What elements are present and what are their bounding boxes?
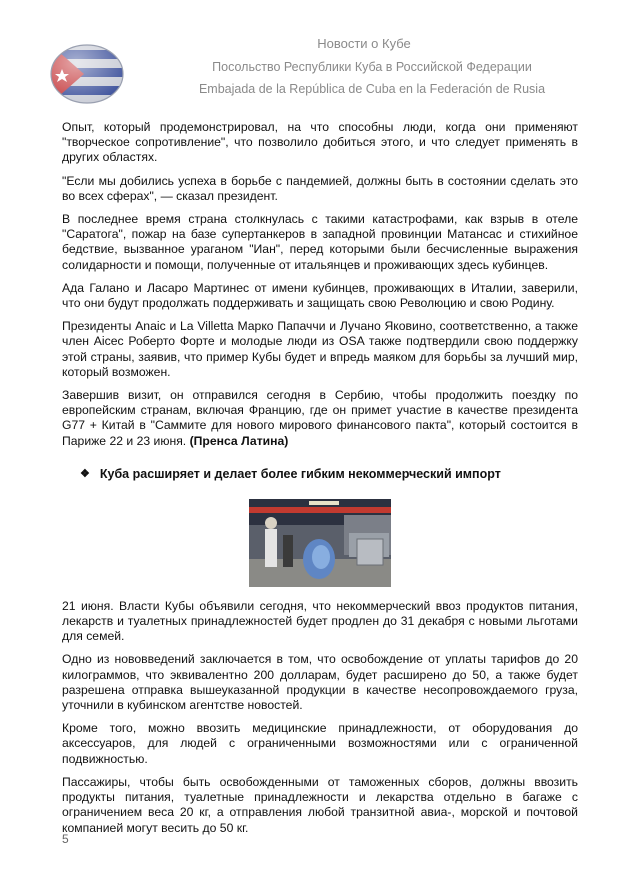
page-number: 5	[62, 832, 69, 846]
paragraph: "Если мы добились успеха в борьбе с пандемией, должны быть в состоянии сделать это во всех сферах", — сказал президент.	[62, 173, 578, 203]
paragraph: Ада Галано и Ласаро Мартинес от имени кубинцев, проживающих в Италии, заверили, что они будут продолжать поддерживать и защищать свою Революцию и свою Родину.	[62, 280, 578, 311]
section-title: Куба расширяет и делает более гибким некоммерческий импорт	[99, 466, 501, 481]
paragraph: В последнее время страна столкнулась с такими катастрофами, как взрыв в отеле "Саратога", пожар на базе супертанкеров в западной провинции Матансас и стихийное бедствие, вызванное ураганом "Иан", перед которыми были бесчисленные выражения солидарности и помощи, полученные от итальянцев и проживающих здесь кубинцев.	[62, 212, 578, 272]
paragraph: Одно из нововведений заключается в том, что освобождение от уплаты тарифов до 20 килограммов, что эквивалентно 200 долларам, будет расширено до 50, а также будет разрешена отправка вышеуказанной продукции в качестве несопровождаемого груза, уточнили в кубинском агентстве новостей.	[62, 652, 578, 713]
header-title: Новости о Кубе	[317, 36, 411, 51]
paragraph: Опыт, который продемонстрировал, на что способны люди, когда они применяют "творческое сопротивление", что позволило добиться этого, и что следует применять в других областях.	[62, 120, 578, 165]
article-body	[62, 120, 578, 844]
section-heading	[80, 467, 578, 481]
paragraph-visit	[62, 388, 578, 449]
visit-text: Завершив визит, он отправился сегодня в Сербию, чтобы продолжить поездку по европейским странам, включая Францию, где он примет участие в качестве президента G77 + Китай в "Саммите для нового мирового финансового пакта", который состоится в Париже 22 и 23 июня.	[62, 388, 578, 448]
visit-source: (Пренса Латина)	[189, 433, 289, 448]
header-embassy-es: Embajada de la República de Cuba en la Federación de Rusia	[198, 82, 546, 96]
paragraph: Кроме того, можно ввозить медицинские принадлежности, от оборудования до аксессуаров, для людей с ограниченными возможностями или с ограниченной подвижностью.	[62, 721, 578, 766]
paragraph: Пассажиры, чтобы быть освобожденными от таможенных сборов, должны ввозить продукты питания, туалетные принадлежности и лекарства отдельно в багаже с ограничением веса 20 кг, а отправления любой транзитной авиа-, морской и почтовой компанией могут весить до 50 кг.	[62, 774, 578, 835]
page-header	[0, 0, 624, 112]
diamond-bullet-icon: ❖	[80, 468, 90, 481]
airport-photo	[249, 499, 391, 587]
paragraph: 21 июня. Власти Кубы объявили сегодня, что некоммерческий ввоз продуктов питания, лекарств и туалетных принадлежностей будет продлен до 31 декабря с новыми льготами для семей.	[62, 598, 578, 644]
header-embassy-ru: Посольство Республики Куба в Российской Федерации	[212, 60, 532, 74]
paragraph: Президенты Anaic и La Villetta Марко Папаччи и Лучано Яковино, соответственно, а также член Aicec Роберто Форте и молодые люди из OSA также подтвердили свою поддержку этой страны, заявив, что пример Кубы будет и впредь маяком для борьбы за лучший мир, который возможен.	[62, 319, 578, 379]
